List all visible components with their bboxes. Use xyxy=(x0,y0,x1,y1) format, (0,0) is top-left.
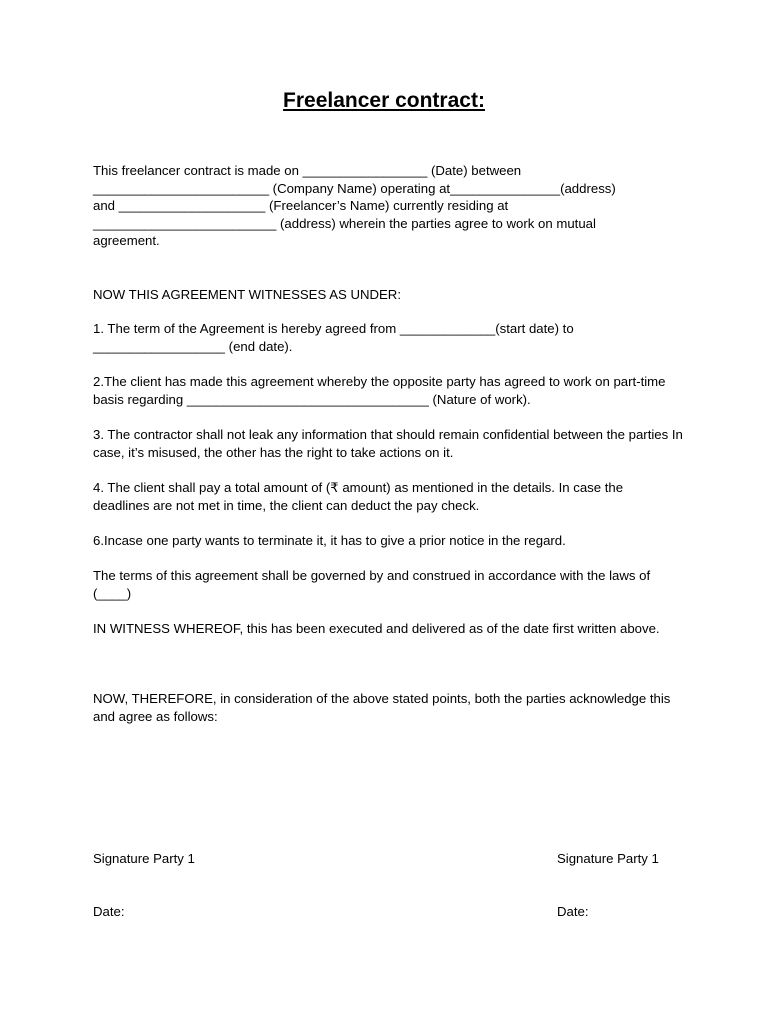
clause-termination: 6.Incase one party wants to terminate it, it has to give a prior notice in the regard. xyxy=(93,533,566,548)
in-witness-paragraph: IN WITNESS WHEREOF, this has been executed and delivered as of the date first written above. xyxy=(93,621,660,636)
therefore-paragraph: NOW, THEREFORE, in consideration of the above stated points, both the parties acknowledge this and agree as follows: xyxy=(93,691,671,724)
intro-line: ________________________ (Company Name) operating at_______________(address) xyxy=(93,180,616,196)
intro-line: and ____________________ (Freelancer’s Name) currently residing at xyxy=(93,198,509,214)
intro-line: _________________________ (address) wherein the parties agree to work on mutual xyxy=(93,215,596,231)
signature-label-left: Signature Party 1 xyxy=(93,851,195,866)
intro-line: This freelancer contract is made on _________________ (Date) between xyxy=(93,163,522,178)
document-title: Freelancer contract: xyxy=(283,89,485,112)
clause-term: 1. The term of the Agreement is hereby agreed from _____________(start date) to __________________ (end date). xyxy=(93,321,574,354)
clause-payment: 4. The client shall pay a total amount of (₹ amount) as mentioned in the details. In case the deadlines are not met in time, the client can deduct the pay check. xyxy=(93,480,624,513)
clause-contractor: 3. The contractor shall not leak any information that should remain confidential between the parties In case, it’s misused, the other has the right to take actions on it. xyxy=(93,427,683,460)
date-label-left: Date: xyxy=(93,904,125,919)
intro-line: agreement. xyxy=(93,233,160,249)
witnesses-heading: NOW THIS AGREEMENT WITNESSES AS UNDER: xyxy=(93,287,401,302)
date-label-right: Date: xyxy=(557,904,589,919)
intro-paragraph xyxy=(93,162,683,250)
governing-law-paragraph: The terms of this agreement shall be governed by and construed in accordance with the laws of (____) xyxy=(93,568,651,601)
clause-client: 2.The client has made this agreement whereby the opposite party has agreed to work on part-time basis regarding _________________________________ (Nature of work). xyxy=(93,374,666,407)
signature-label-right: Signature Party 1 xyxy=(557,851,659,866)
